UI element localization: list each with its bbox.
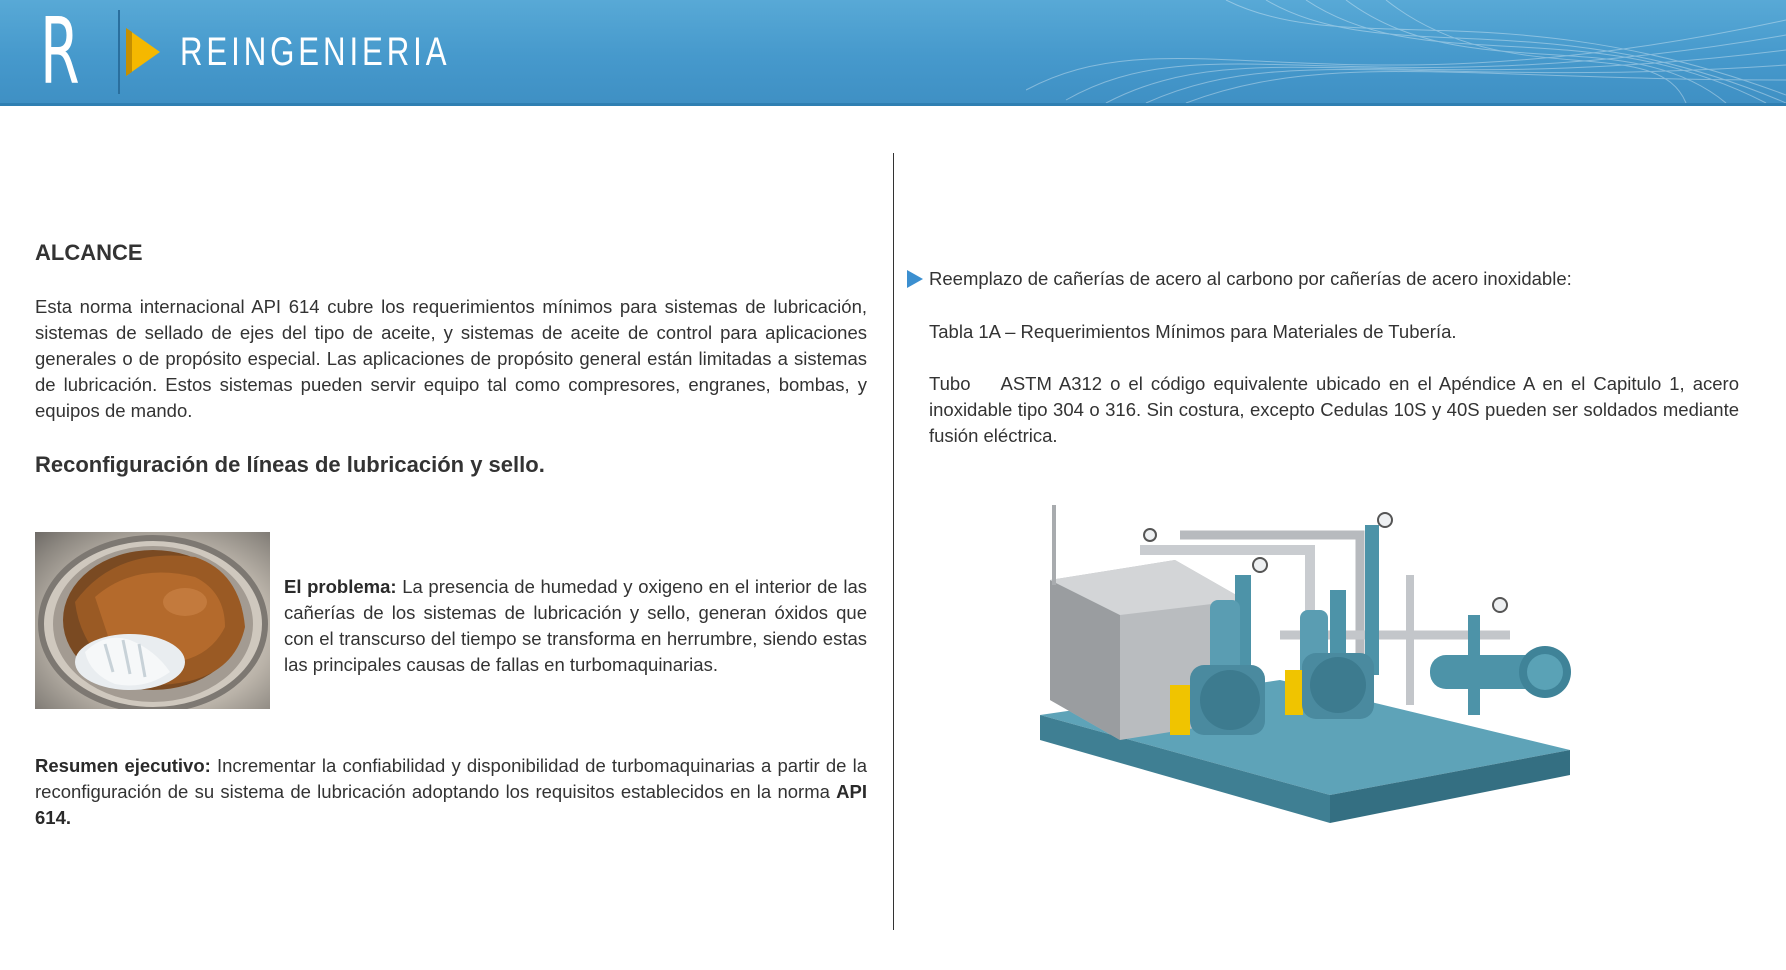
resumen-label: Resumen ejecutivo:: [35, 755, 211, 776]
tubo-label: Tubo: [929, 373, 971, 394]
tabla-caption: Tabla 1A – Requerimientos Mínimos para Materiales de Tubería.: [929, 321, 1457, 342]
section-letter: R: [40, 0, 80, 105]
resumen-norma: API 614.: [35, 781, 867, 828]
wave-pattern-decoration: [1026, 0, 1786, 103]
reconfig-heading: Reconfiguración de líneas de lubricación y sello.: [35, 452, 545, 477]
page-title: REINGENIERIA: [180, 30, 451, 74]
header-separator: [118, 10, 120, 94]
alcance-paragraph: Esta norma internacional API 614 cubre los requerimientos mínimos para sistemas de lubricación, sistemas de sellado de ejes del tipo de aceite, y sistemas de aceite de control para aplicaciones generales o de propósito especial. Las aplicaciones de propósito general están limitadas a sistemas de lubricación. Estos sistemas pueden servir equipo tal como compresores, engranes, bombas, y equipos de mando.: [35, 296, 867, 421]
lubrication-skid-photo: [1030, 505, 1575, 830]
problema-label: El problema:: [284, 576, 397, 597]
alcance-heading: ALCANCE: [35, 240, 143, 265]
tubo-paragraph: [929, 371, 1739, 449]
problema-text: La presencia de humedad y oxigeno en el interior de las cañerías de los sistemas de lubricación y sello, generan óxidos que con el transcurso del tiempo se transforma en herrumbre, siendo estas las principales causas de fallas en turbomaquinarias.: [284, 576, 867, 675]
header-banner: [0, 0, 1786, 106]
corroded-pipe-photo: [35, 532, 270, 709]
tubo-text: ASTM A312 o el código equivalente ubicado en el Apéndice A en el Capitulo 1, acero inoxidable tipo 304 o 316. Sin costura, excepto Cedulas 10S y 40S pueden ser soldados mediante fusión eléctrica.: [929, 373, 1739, 446]
resumen-paragraph: [35, 753, 867, 831]
play-arrow-icon: [122, 26, 162, 78]
bullet-text: Reemplazo de cañerías de acero al carbono por cañerías de acero inoxidable:: [929, 268, 1572, 289]
column-divider: [893, 153, 894, 930]
problema-paragraph: [284, 574, 867, 678]
resumen-text: Incrementar la confiabilidad y disponibilidad de turbomaquinarias a partir de la reconfiguración de su sistema de lubricación adoptando los requisitos establecidos en la norma: [35, 755, 867, 802]
bullet-arrow-icon: [906, 269, 924, 289]
